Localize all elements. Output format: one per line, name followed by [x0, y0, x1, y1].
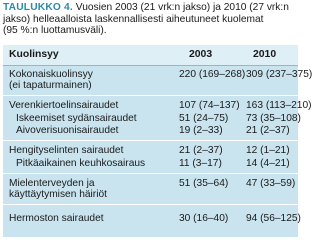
row-value-2010: 12 (1–21) — [246, 145, 290, 156]
row-divider — [3, 204, 298, 205]
row-cause: Mielenterveyden ja — [9, 178, 95, 189]
caption-line-3: (95 %:n luottamusväli). — [3, 25, 107, 37]
row-value-2010: 163 (113–210) — [246, 100, 312, 111]
row-cause: Hermoston sairaudet — [9, 213, 104, 224]
row-cause: Hengityselinten sairaudet — [9, 145, 124, 156]
header-2003: 2003 — [189, 49, 213, 60]
row-value-2010: 14 (4–21) — [246, 158, 290, 169]
row-divider — [3, 173, 298, 174]
row-cause: Pitkäaikainen keuhkosairaus — [16, 158, 146, 169]
row-cause-cont: (ei tapaturmainen) — [9, 80, 92, 91]
row-divider — [3, 140, 298, 141]
table-header — [3, 45, 298, 66]
row-cause: Verenkiertoelinsairaudet — [9, 100, 119, 111]
row-value-2003: 220 (169–268) — [179, 69, 246, 80]
row-value-2003: 51 (24–75) — [179, 113, 229, 124]
row-value-2010: 21 (2–37) — [246, 125, 290, 136]
row-value-2003: 11 (3–17) — [179, 158, 222, 169]
row-value-2003: 21 (2–37) — [179, 145, 223, 156]
row-value-2010: 47 (33–59) — [246, 178, 296, 189]
table-caption — [3, 2, 299, 37]
data-table — [3, 45, 313, 237]
row-cause: Kokonaiskuolinsyy — [9, 69, 93, 80]
row-value-2003: 107 (74–137) — [179, 100, 240, 111]
row-cause: Aivoverisuonisairaudet — [16, 125, 119, 136]
header-2010: 2010 — [253, 49, 277, 60]
caption-label: TAULUKKO 4. — [3, 2, 73, 13]
row-value-2010: 309 (237–375) — [246, 69, 313, 80]
caption-line-1: Vuosien 2003 (21 vrk:n jakso) ja 2010 (27 vrk:n — [75, 2, 289, 13]
caption-line-2: jakso) helleaalloista laskennallisesti aiheutuneet kuolemat — [3, 13, 264, 25]
row-value-2003: 19 (2–33) — [179, 125, 223, 136]
row-value-2003: 51 (35–64) — [179, 178, 229, 189]
row-cause: Iskeemiset sydänsairaudet — [16, 113, 137, 124]
row-value-2010: 94 (56–125) — [246, 213, 301, 224]
row-value-2010: 73 (35–108) — [246, 113, 301, 124]
header-cause: Kuolinsyy — [9, 49, 59, 60]
row-cause-cont: käyttäytymisen häiriöt — [9, 189, 107, 200]
row-value-2003: 30 (16–40) — [179, 213, 229, 224]
row-divider — [3, 95, 298, 96]
